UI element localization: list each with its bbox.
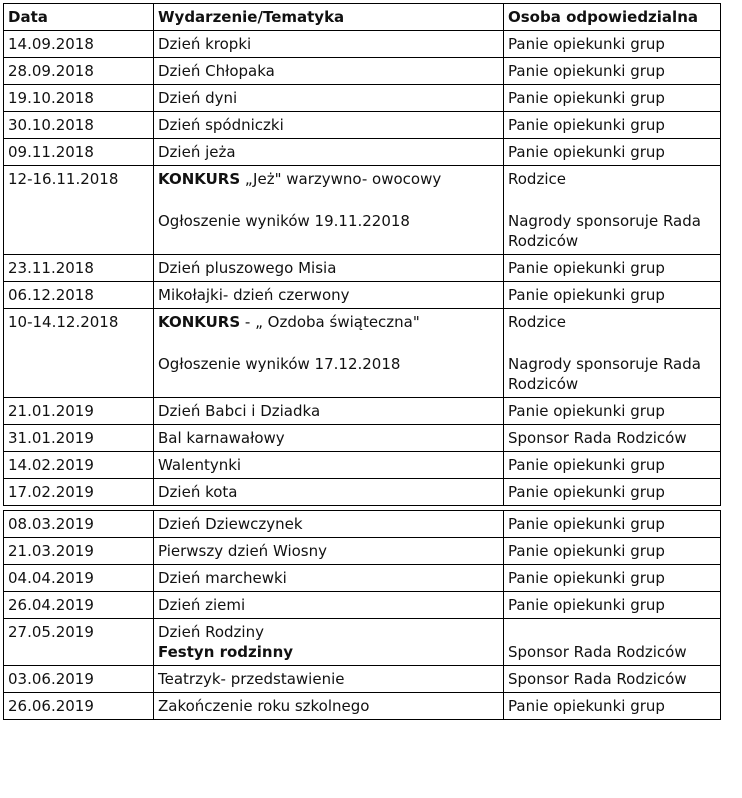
cell-person <box>504 309 721 398</box>
table-row <box>4 619 721 666</box>
header-person: Osoba odpowiedzialna <box>504 4 721 31</box>
cell-person: Sponsor Rada Rodziców <box>504 666 721 693</box>
table-row <box>4 398 721 425</box>
cell-person: Panie opiekunki grup <box>504 282 721 309</box>
table-row <box>4 255 721 282</box>
events-document <box>3 3 721 720</box>
table-row <box>4 479 721 506</box>
header-date: Data <box>4 4 154 31</box>
contest-title: - „ Ozdoba świąteczna" <box>240 313 420 331</box>
cell-event: Dzień pluszowego Misia <box>154 255 504 282</box>
cell-date: 08.03.2019 <box>4 511 154 538</box>
cell-date: 27.05.2019 <box>4 619 154 666</box>
cell-event: Dzień jeża <box>154 139 504 166</box>
cell-date: 09.11.2018 <box>4 139 154 166</box>
cell-event: Dzień Chłopaka <box>154 58 504 85</box>
cell-event: Dzień kota <box>154 479 504 506</box>
cell-person: Panie opiekunki grup <box>504 31 721 58</box>
table-row <box>4 58 721 85</box>
cell-person <box>504 619 721 666</box>
person-main <box>508 622 716 642</box>
cell-date: 12-16.11.2018 <box>4 166 154 255</box>
cell-person: Panie opiekunki grup <box>504 592 721 619</box>
cell-person: Panie opiekunki grup <box>504 139 721 166</box>
cell-person: Panie opiekunki grup <box>504 58 721 85</box>
cell-person: Panie opiekunki grup <box>504 452 721 479</box>
person-main: Rodzice <box>508 313 566 331</box>
table-row <box>4 592 721 619</box>
table-row <box>4 452 721 479</box>
events-table <box>3 3 721 720</box>
cell-event: Dzień ziemi <box>154 592 504 619</box>
person-main: Rodzice <box>508 170 566 188</box>
table-header-row <box>4 4 721 31</box>
cell-date: 03.06.2019 <box>4 666 154 693</box>
cell-date: 30.10.2018 <box>4 112 154 139</box>
cell-person: Panie opiekunki grup <box>504 565 721 592</box>
event-festival: Festyn rodzinny <box>158 643 294 661</box>
cell-date: 14.02.2019 <box>4 452 154 479</box>
cell-person: Panie opiekunki grup <box>504 479 721 506</box>
sponsor-note: Nagrody sponsoruje Rada Rodziców <box>508 212 701 250</box>
cell-date: 04.04.2019 <box>4 565 154 592</box>
table-row <box>4 139 721 166</box>
table-row <box>4 666 721 693</box>
cell-event: Pierwszy dzień Wiosny <box>154 538 504 565</box>
contest-title: „Jeż" warzywno- owocowy <box>240 170 442 188</box>
cell-person: Panie opiekunki grup <box>504 398 721 425</box>
results-announcement: Ogłoszenie wyników 17.12.2018 <box>158 355 401 373</box>
sponsor-note: Sponsor Rada Rodziców <box>508 643 687 661</box>
cell-event: Dzień marchewki <box>154 565 504 592</box>
results-announcement: Ogłoszenie wyników 19.11.22018 <box>158 212 410 230</box>
cell-event: Dzień kropki <box>154 31 504 58</box>
table-row <box>4 538 721 565</box>
cell-date: 19.10.2018 <box>4 85 154 112</box>
cell-date: 06.12.2018 <box>4 282 154 309</box>
cell-event: Dzień Babci i Dziadka <box>154 398 504 425</box>
cell-date: 28.09.2018 <box>4 58 154 85</box>
table-row <box>4 425 721 452</box>
table-row <box>4 565 721 592</box>
cell-event <box>154 619 504 666</box>
cell-person: Panie opiekunki grup <box>504 693 721 720</box>
table-row <box>4 85 721 112</box>
table-row <box>4 166 721 255</box>
table-row <box>4 112 721 139</box>
cell-date: 23.11.2018 <box>4 255 154 282</box>
cell-date: 14.09.2018 <box>4 31 154 58</box>
cell-event: Walentynki <box>154 452 504 479</box>
cell-date: 26.04.2019 <box>4 592 154 619</box>
cell-date: 31.01.2019 <box>4 425 154 452</box>
cell-event: Dzień dyni <box>154 85 504 112</box>
cell-date: 21.01.2019 <box>4 398 154 425</box>
event-main: Dzień Rodziny <box>158 623 264 641</box>
table-row <box>4 309 721 398</box>
cell-event: Dzień spódniczki <box>154 112 504 139</box>
cell-date: 17.02.2019 <box>4 479 154 506</box>
cell-date: 21.03.2019 <box>4 538 154 565</box>
cell-event: Mikołajki- dzień czerwony <box>154 282 504 309</box>
cell-event: Bal karnawałowy <box>154 425 504 452</box>
cell-person: Sponsor Rada Rodziców <box>504 425 721 452</box>
cell-person: Panie opiekunki grup <box>504 112 721 139</box>
cell-person <box>504 166 721 255</box>
cell-event <box>154 309 504 398</box>
table-row <box>4 31 721 58</box>
header-event: Wydarzenie/Tematyka <box>154 4 504 31</box>
table-row <box>4 511 721 538</box>
contest-label: KONKURS <box>158 313 241 331</box>
cell-person: Panie opiekunki grup <box>504 85 721 112</box>
cell-event: Dzień Dziewczynek <box>154 511 504 538</box>
sponsor-note: Nagrody sponsoruje Rada Rodziców <box>508 355 701 393</box>
table-row <box>4 693 721 720</box>
cell-event: Teatrzyk- przedstawienie <box>154 666 504 693</box>
cell-person: Panie opiekunki grup <box>504 255 721 282</box>
cell-date: 10-14.12.2018 <box>4 309 154 398</box>
table-row <box>4 282 721 309</box>
cell-event <box>154 166 504 255</box>
cell-person: Panie opiekunki grup <box>504 511 721 538</box>
cell-person: Panie opiekunki grup <box>504 538 721 565</box>
contest-label: KONKURS <box>158 170 241 188</box>
cell-date: 26.06.2019 <box>4 693 154 720</box>
cell-event: Zakończenie roku szkolnego <box>154 693 504 720</box>
